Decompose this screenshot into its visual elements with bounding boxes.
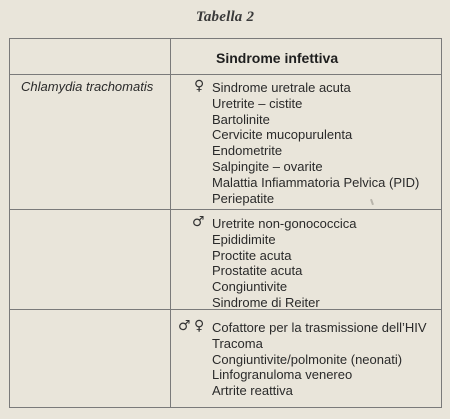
header-divider bbox=[10, 74, 441, 75]
list-item: Linfogranuloma venereo bbox=[212, 367, 353, 383]
list-item: Periepatite bbox=[212, 190, 275, 206]
list-item: Sindrome di Reiter bbox=[212, 294, 320, 310]
syndrome-table bbox=[9, 38, 442, 408]
list-item: Epididimite bbox=[212, 231, 276, 247]
male-symbol-icon: ♂ bbox=[178, 318, 191, 334]
table-title: Tabella 2 bbox=[195, 9, 255, 25]
list-item: Tracoma bbox=[212, 335, 263, 351]
list-item: Congiuntivite bbox=[212, 279, 288, 295]
list-item: Malattia Infiammatoria Pelvica (PID) bbox=[212, 174, 420, 190]
list-item: Sindrome uretrale acuta bbox=[212, 80, 351, 95]
male-symbol-icon: ♂ bbox=[192, 214, 205, 230]
list-item: Artrite reattiva bbox=[212, 383, 293, 399]
list-item: Bartolinite bbox=[212, 111, 270, 127]
row-divider-1 bbox=[10, 209, 441, 210]
list-item: Cofattore per la trasmissione dell’HIV bbox=[212, 320, 427, 335]
column-header: Sindrome infettiva bbox=[216, 50, 339, 66]
list-item: Endometrite bbox=[212, 143, 283, 159]
list-item: Cervicite mucopurulenta bbox=[212, 127, 353, 143]
list-item: Prostatite acuta bbox=[212, 263, 303, 279]
female-symbol-icon: ♀ bbox=[194, 318, 205, 334]
list-item: Uretrite non-gonococcica bbox=[212, 216, 357, 231]
list-item: Proctite acuta bbox=[212, 247, 292, 263]
list-item: Salpingite – ovarite bbox=[212, 158, 323, 174]
female-symbol-icon: ♀ bbox=[194, 78, 205, 94]
list-item: Uretrite – cistite bbox=[212, 95, 303, 111]
organism-name: Chlamydia trachomatis bbox=[21, 79, 154, 94]
column-divider bbox=[170, 39, 171, 407]
list-item: Congiuntivite/polmonite (neonati) bbox=[212, 351, 403, 367]
